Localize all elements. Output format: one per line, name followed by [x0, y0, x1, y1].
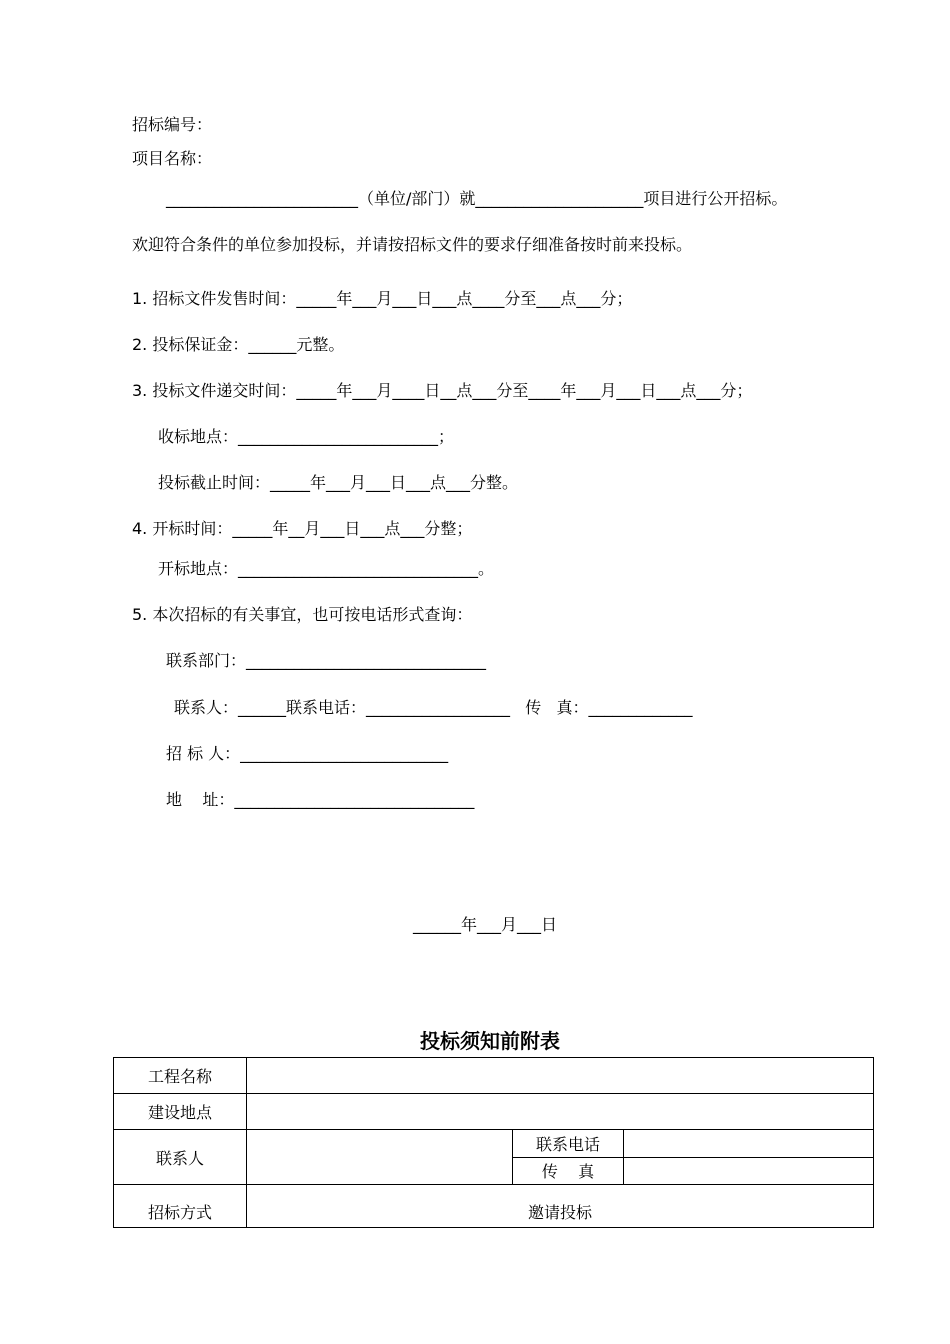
phone-value — [624, 1130, 874, 1158]
table-row — [114, 1130, 874, 1158]
tenderer: 招 标 人：__________________________ — [166, 744, 449, 763]
method-cell: 招标方式 — [114, 1185, 247, 1228]
item-3-submission-time: 3. 投标文件递交时间：_____年___月____日__点___分至____年___月___日___点___分； — [132, 381, 753, 400]
fax-cell: 传 真 — [513, 1157, 624, 1185]
item-5-inquiry: 5. 本次招标的有关事宜，也可按电话形式查询： — [132, 605, 473, 624]
table-row — [114, 1094, 874, 1130]
item-4-opening-location: 开标地点：______________________________。 — [158, 559, 495, 578]
address: 地 址：______________________________ — [166, 790, 475, 809]
item-1-sale-time: 1. 招标文件发售时间：_____年___月___日___点____分至___点___分； — [132, 289, 633, 308]
item-3-deadline: 投标截止时间：_____年___月___日___点___分整。 — [158, 473, 519, 492]
item-3-receiving-location: 收标地点：_________________________； — [158, 427, 455, 446]
table-row — [114, 1185, 874, 1228]
project-name-value — [247, 1058, 874, 1094]
intro-line-2: 欢迎符合条件的单位参加投标，并请按招标文件的要求仔细准备按时前来投标。 — [132, 235, 693, 254]
project-name-label: 项目名称： — [132, 149, 213, 168]
intro-line-1: ________________________（单位/部门）就_____________________项目进行公开招标。 — [166, 189, 788, 208]
project-name-cell: 工程名称 — [114, 1058, 247, 1094]
contact-cell: 联系人 — [114, 1130, 247, 1185]
bid-number-label: 招标编号： — [132, 115, 213, 134]
table-row — [114, 1058, 874, 1094]
item-2-deposit: 2. 投标保证金：______元整。 — [132, 335, 345, 354]
contact-person-phone-fax: 联系人：______联系电话：__________________ 传 真：_____________ — [174, 698, 693, 717]
date-line: ______年___月___日 — [413, 915, 558, 934]
site-cell: 建设地点 — [114, 1094, 247, 1130]
phone-cell: 联系电话 — [513, 1130, 624, 1158]
bid-notice-table — [113, 1057, 874, 1228]
table-title: 投标须知前附表 — [420, 1029, 560, 1053]
contact-value — [247, 1130, 513, 1185]
contact-department: 联系部门：______________________________ — [166, 651, 487, 670]
item-4-opening-time: 4. 开标时间：_____年__月___日___点___分整； — [132, 519, 473, 538]
method-value: 邀请投标 — [247, 1185, 874, 1228]
site-value — [247, 1094, 874, 1130]
fax-value — [624, 1157, 874, 1185]
